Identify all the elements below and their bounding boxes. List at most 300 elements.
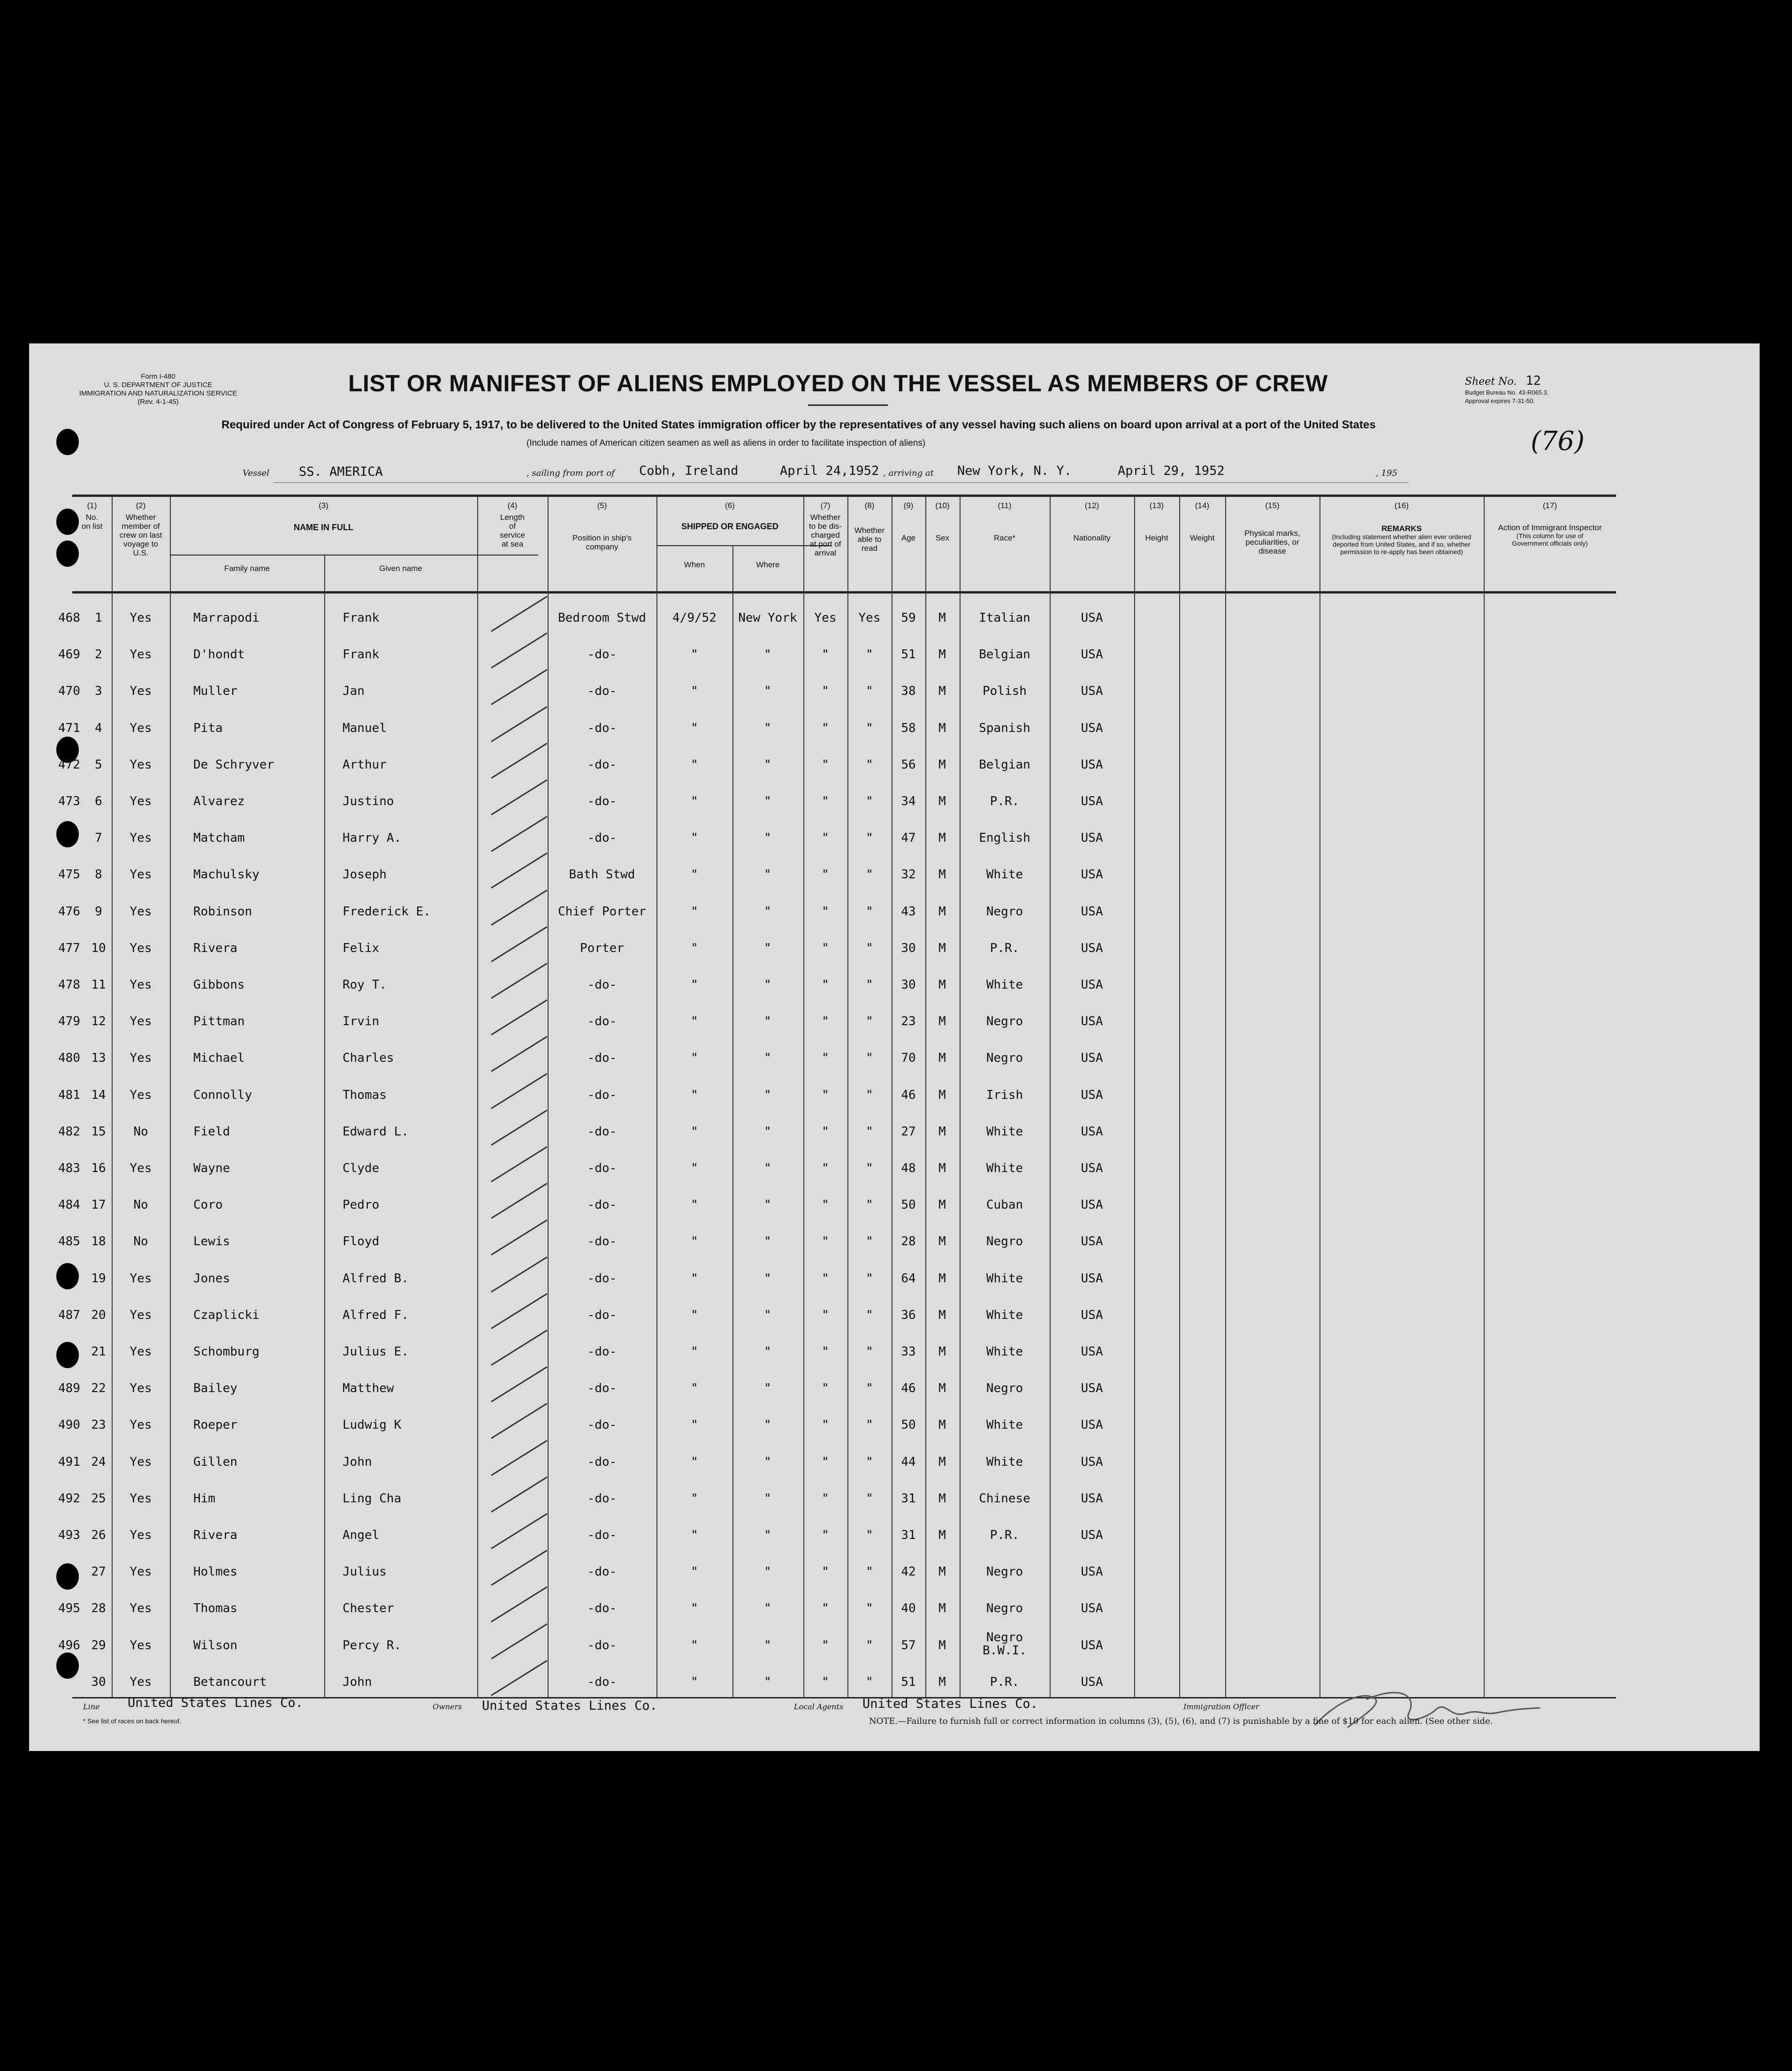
table-row (29, 675, 1760, 711)
col-3-header: (3) NAME IN FULL (294, 501, 353, 532)
position: -do- (587, 1271, 617, 1286)
list-number: 24 (91, 1454, 106, 1469)
discharged: " (822, 1234, 829, 1249)
given-name: Angel (343, 1528, 380, 1542)
race: White (986, 1271, 1023, 1286)
nationality: USA (1081, 1601, 1103, 1616)
nationality: USA (1081, 1271, 1103, 1286)
able-to-read: " (866, 1491, 873, 1506)
date-from: April 24,1952 (780, 464, 879, 478)
position: -do- (587, 978, 617, 992)
sex: M (938, 1638, 946, 1652)
nationality: USA (1081, 647, 1103, 662)
able-to-read: " (866, 647, 873, 662)
col-10-header: (10) Sex (935, 501, 950, 542)
ref-number: 475 (58, 868, 80, 882)
service-tick-mark (491, 1623, 547, 1660)
family-name: Gibbons (193, 978, 245, 992)
service-tick-mark (491, 1660, 547, 1696)
list-number: 25 (91, 1491, 106, 1506)
date-to: April 29, 1952 (1118, 464, 1225, 478)
prior-voyage: Yes (130, 1454, 152, 1469)
officer-signature (1296, 1681, 1559, 1742)
prior-voyage: No (133, 1234, 148, 1249)
col-14-header: (14) Weight (1190, 501, 1215, 542)
given-name: Jan (343, 684, 365, 699)
sex: M (938, 868, 946, 882)
nationality: USA (1081, 1638, 1103, 1652)
sex: M (938, 1088, 946, 1102)
list-number: 2 (95, 647, 102, 662)
discharged: " (822, 1308, 829, 1322)
nationality: USA (1081, 904, 1103, 919)
prior-voyage: Yes (130, 1161, 152, 1175)
able-to-read: " (866, 1454, 873, 1469)
shipped-when: " (691, 1088, 698, 1102)
sex: M (938, 1198, 946, 1212)
shipped-where: " (764, 978, 771, 992)
shipped-where: " (764, 1601, 771, 1616)
age: 70 (901, 1051, 916, 1066)
prior-voyage: Yes (130, 757, 152, 772)
ref-number: 487 (58, 1308, 80, 1322)
discharged: " (822, 1675, 829, 1689)
race: Chinese (979, 1491, 1030, 1506)
given-name: Percy R. (343, 1638, 402, 1652)
family-name: Muller (193, 684, 237, 699)
list-number: 17 (91, 1198, 106, 1212)
discharged: " (822, 1601, 829, 1616)
position: -do- (587, 1675, 617, 1689)
service-tick-mark (491, 926, 547, 962)
shipped-when: 4/9/52 (672, 611, 717, 625)
shipped-when: " (691, 721, 698, 735)
nationality: USA (1081, 611, 1103, 625)
race: P.R. (990, 941, 1020, 955)
able-to-read: " (866, 1601, 873, 1616)
age: 43 (901, 904, 916, 919)
owners-label: Owners (433, 1702, 462, 1711)
table-row (29, 895, 1760, 932)
owners-value: United States Lines Co. (482, 1698, 657, 1713)
budget-block (1465, 388, 1549, 405)
list-number: 5 (95, 757, 102, 772)
position: -do- (587, 1565, 617, 1579)
family-name: D'hondt (193, 647, 245, 662)
discharged: " (822, 1638, 829, 1652)
shipped-where: " (764, 1528, 771, 1542)
table-row (29, 968, 1760, 1005)
nationality: USA (1081, 1345, 1103, 1359)
position: -do- (587, 1198, 617, 1212)
list-number: 14 (91, 1088, 106, 1102)
family-name: Wayne (193, 1161, 230, 1175)
nationality: USA (1081, 1198, 1103, 1212)
nationality: USA (1081, 868, 1103, 882)
ref-number: 491 (58, 1454, 80, 1469)
where-header: Where (756, 560, 780, 569)
prior-voyage: Yes (130, 1418, 152, 1432)
able-to-read: " (866, 1234, 873, 1249)
sex: M (938, 1124, 946, 1139)
col-7-header: (7) Whether to be dis-charged at port of arrival (809, 501, 842, 557)
family-name: Thomas (193, 1601, 237, 1616)
nationality: USA (1081, 1014, 1103, 1029)
able-to-read: " (866, 794, 873, 808)
race: Cuban (986, 1198, 1023, 1212)
shipped-when: " (691, 868, 698, 882)
shipped-where: " (764, 1014, 771, 1029)
given-name: Matthew (343, 1381, 394, 1396)
col-1-header: (1) No. on list (81, 501, 103, 531)
shipped-when: " (691, 1638, 698, 1652)
discharged: " (822, 1051, 829, 1066)
shipped-when: " (691, 1565, 698, 1579)
col-13-header: (13) Height (1145, 501, 1168, 542)
shipped-when: " (691, 1234, 698, 1249)
service-tick-mark (491, 669, 547, 705)
sex: M (938, 831, 946, 845)
agents-value: United States Lines Co. (862, 1697, 1038, 1711)
discharged: " (822, 1528, 829, 1542)
department: U. S. DEPARTMENT OF JUSTICE (104, 381, 213, 389)
col-11-header: (11) Race* (993, 501, 1016, 542)
position: -do- (587, 757, 617, 772)
service-tick-mark (491, 1219, 547, 1256)
ref-number: 484 (58, 1198, 80, 1212)
given-name: Irvin (343, 1014, 380, 1029)
family-name: Wilson (193, 1638, 237, 1652)
races-note: * See list of races on back hereof. (83, 1717, 182, 1725)
line-label: Line (83, 1702, 100, 1711)
shipped-where: " (764, 1418, 771, 1432)
shipped-when: " (691, 1308, 698, 1322)
prior-voyage: Yes (130, 941, 152, 955)
table-row (29, 602, 1760, 638)
sheet-number: 12 (1525, 373, 1541, 388)
shipped-when: " (691, 831, 698, 845)
given-name: Ludwig K (343, 1418, 402, 1432)
ref-number: 485 (58, 1234, 80, 1249)
prior-voyage: Yes (130, 1308, 152, 1322)
position: -do- (587, 794, 617, 808)
race: White (986, 1124, 1023, 1139)
shipped-when: " (691, 978, 698, 992)
col-6-header: (6) SHIPPED OR ENGAGED (681, 501, 779, 531)
list-number: 20 (91, 1308, 106, 1322)
nationality: USA (1081, 1381, 1103, 1396)
given-name: Roy T. (343, 978, 387, 992)
col-16-header: (16) REMARKS (Including statement whether alien ever ordered deported from United States, and if so, whether permission to re-apply has been obtained) (1332, 501, 1472, 556)
sex: M (938, 1454, 946, 1469)
service-tick-mark (491, 1477, 547, 1513)
race: White (986, 1345, 1023, 1359)
nationality: USA (1081, 1418, 1103, 1432)
service-tick-mark (491, 1146, 547, 1182)
prior-voyage: Yes (130, 1014, 152, 1029)
age: 40 (901, 1601, 916, 1616)
table-row (29, 748, 1760, 785)
act-statement: Required under Act of Congress of February 5, 1917, to be delivered to the United States immigration officer by the representatives of any vessel having such aliens on board upon arrival at a port of the United States (221, 419, 1376, 431)
discharged: " (822, 1491, 829, 1506)
nationality: USA (1081, 978, 1103, 992)
given-name: Arthur (343, 757, 387, 772)
table-row (29, 1409, 1760, 1445)
shipped-where: " (764, 1675, 771, 1689)
list-number: 8 (95, 868, 102, 882)
include-note: (Include names of American citizen seamen as well as aliens in order to facilitate inspection of aliens) (526, 438, 926, 448)
list-number: 18 (91, 1234, 106, 1249)
shipped-when: " (691, 794, 698, 808)
sex: M (938, 1308, 946, 1322)
list-number: 30 (91, 1675, 106, 1689)
family-name: Marrapodi (193, 611, 259, 625)
shipped-where: " (764, 684, 771, 699)
list-number: 27 (91, 1565, 106, 1579)
table-row (29, 1115, 1760, 1152)
service-tick-mark (491, 706, 547, 742)
year-suffix: , 195 (1376, 468, 1397, 478)
service-tick-mark (491, 1366, 547, 1402)
sex: M (938, 647, 946, 662)
race: Italian (979, 611, 1030, 625)
list-number: 12 (91, 1014, 106, 1029)
table-row (29, 785, 1760, 822)
ref-number: 471 (58, 721, 80, 735)
position: Porter (580, 941, 624, 955)
nationality: USA (1081, 1491, 1103, 1506)
budget-number: Budget Bureau No. 43-R065.3. (1465, 389, 1549, 396)
age: 32 (901, 868, 916, 882)
able-to-read: " (866, 1124, 873, 1139)
list-number: 9 (95, 904, 102, 919)
sex: M (938, 1565, 946, 1579)
sex: M (938, 611, 946, 625)
discharged: " (822, 757, 829, 772)
col-8-header: (8) Whether able to read (854, 501, 885, 553)
sex: M (938, 794, 946, 808)
discharged: " (822, 868, 829, 882)
shipped-where: " (764, 868, 771, 882)
given-name: John (343, 1675, 372, 1689)
ref-number: 492 (58, 1491, 80, 1506)
prior-voyage: Yes (130, 904, 152, 919)
discharged: " (822, 1345, 829, 1359)
approval-expiry: Approval expires 7-31-50. (1465, 397, 1535, 404)
vessel-name: SS. AMERICA (299, 464, 383, 479)
able-to-read: " (866, 721, 873, 735)
sheet-label: Sheet No. (1465, 376, 1517, 388)
shipped-where: " (764, 1234, 771, 1249)
position: -do- (587, 831, 617, 845)
age: 59 (901, 611, 916, 625)
able-to-read: " (866, 757, 873, 772)
prior-voyage: Yes (130, 831, 152, 845)
age: 58 (901, 721, 916, 735)
form-id-block (74, 373, 243, 406)
shipped-where: New York (738, 611, 797, 625)
table-row (29, 1519, 1760, 1555)
ref-number: 469 (58, 647, 80, 662)
service-tick-mark (491, 1256, 547, 1293)
prior-voyage: Yes (130, 1638, 152, 1652)
service-tick-mark (491, 1183, 547, 1219)
table-row (29, 1188, 1760, 1225)
family-name: Betancourt (193, 1675, 267, 1689)
discharged: " (822, 941, 829, 955)
nationality: USA (1081, 1051, 1103, 1066)
service-tick-mark (491, 853, 547, 889)
prior-voyage: Yes (130, 1565, 152, 1579)
family-name: Coro (193, 1198, 223, 1212)
age: 50 (901, 1198, 916, 1212)
able-to-read: " (866, 1308, 873, 1322)
able-to-read: " (866, 868, 873, 882)
given-name: Frank (343, 647, 380, 662)
nationality: USA (1081, 1565, 1103, 1579)
list-number: 11 (91, 978, 106, 992)
shipped-when: " (691, 1014, 698, 1029)
race: Negro (986, 1381, 1023, 1396)
discharged: " (822, 721, 829, 735)
shipped-when: " (691, 1418, 698, 1432)
position: Bath Stwd (569, 868, 635, 882)
race: White (986, 1454, 1023, 1469)
shipped-where: " (764, 1161, 771, 1175)
age: 46 (901, 1088, 916, 1102)
position: -do- (587, 721, 617, 735)
service-tick-mark (491, 1403, 547, 1439)
service-tick-mark (491, 890, 547, 926)
age: 31 (901, 1528, 916, 1542)
race: White (986, 1418, 1023, 1432)
sex: M (938, 1528, 946, 1542)
position: -do- (587, 1014, 617, 1029)
given-name: Thomas (343, 1088, 387, 1102)
nationality: USA (1081, 1675, 1103, 1689)
table-row (29, 822, 1760, 858)
shipped-when: " (691, 941, 698, 955)
prior-voyage: Yes (130, 721, 152, 735)
prior-voyage: Yes (130, 1271, 152, 1286)
nationality: USA (1081, 1528, 1103, 1542)
shipped-when: " (691, 1124, 698, 1139)
nationality: USA (1081, 1234, 1103, 1249)
nationality: USA (1081, 1088, 1103, 1102)
list-number: 3 (95, 684, 102, 699)
position: -do- (587, 1528, 617, 1542)
shipped-where: " (764, 831, 771, 845)
family-name: Holmes (193, 1565, 237, 1579)
given-name: Justino (343, 794, 394, 808)
service: IMMIGRATION AND NATURALIZATION SERVICE (79, 389, 237, 397)
port-to: New York, N. Y. (957, 464, 1072, 478)
table-row (29, 1592, 1760, 1629)
family-name: Connolly (193, 1088, 252, 1102)
shipped-when: " (691, 1454, 698, 1469)
able-to-read: " (866, 1528, 873, 1542)
family-name: Rivera (193, 941, 237, 955)
position: -do- (587, 1088, 617, 1102)
table-row (29, 1079, 1760, 1115)
age: 33 (901, 1345, 916, 1359)
col-9-header: (9) Age (901, 501, 916, 542)
race: Negro (986, 1051, 1023, 1066)
prior-voyage: Yes (130, 1491, 152, 1506)
ref-number: 472 (58, 757, 80, 772)
manifest-sheet (29, 343, 1760, 1751)
discharged: " (822, 1271, 829, 1286)
age: 28 (901, 1234, 916, 1249)
list-number: 15 (91, 1124, 106, 1139)
able-to-read: " (866, 684, 873, 699)
family-name: Bailey (193, 1381, 237, 1396)
sex: M (938, 721, 946, 735)
ref-number: 477 (58, 941, 80, 955)
discharged: " (822, 1418, 829, 1432)
service-tick-mark (491, 632, 547, 669)
family-name: Roeper (193, 1418, 237, 1432)
shipped-where: " (764, 1381, 771, 1396)
prior-voyage: Yes (130, 611, 152, 625)
position: -do- (587, 1381, 617, 1396)
family-name: Rivera (193, 1528, 237, 1542)
table-row (29, 1555, 1760, 1592)
list-number: 26 (91, 1528, 106, 1542)
table-row (29, 1629, 1760, 1666)
penalty-note: NOTE.—Failure to furnish full or correct information in columns (3), (5), (6), and (7) is punishable by a fine of $10 for each alien. (See other side. (869, 1716, 1493, 1726)
shipped-when: " (691, 647, 698, 662)
position: -do- (587, 1161, 617, 1175)
race: Irish (986, 1088, 1023, 1102)
age: 30 (901, 978, 916, 992)
shipped-where: " (764, 1454, 771, 1469)
sex: M (938, 941, 946, 955)
given-name: Ling Cha (343, 1491, 402, 1506)
family-name: Pita (193, 721, 223, 735)
family-name: Robinson (193, 904, 252, 919)
given-name: Felix (343, 941, 380, 955)
table-row (29, 1482, 1760, 1519)
race: White (986, 868, 1023, 882)
shipped-where: " (764, 794, 771, 808)
col-15-header: (15) Physical marks, peculiarities, or disease (1244, 501, 1301, 556)
age: 48 (901, 1161, 916, 1175)
list-number: 22 (91, 1381, 106, 1396)
service-tick-mark (491, 1110, 547, 1146)
vessel-label: Vessel (243, 468, 269, 478)
sex: M (938, 1051, 946, 1066)
given-name: Edward L. (343, 1124, 409, 1139)
position: -do- (587, 1418, 617, 1432)
able-to-read: " (866, 1638, 873, 1652)
position: -do- (587, 647, 617, 662)
service-tick-mark (491, 816, 547, 852)
position: Bedroom Stwd (558, 611, 646, 625)
list-number: 21 (91, 1345, 106, 1359)
race: Spanish (979, 721, 1030, 735)
table-row (29, 1446, 1760, 1482)
list-number: 10 (91, 941, 106, 955)
able-to-read: " (866, 1198, 873, 1212)
prior-voyage: No (133, 1198, 148, 1212)
race: Negro B.W.I. (983, 1630, 1027, 1658)
nationality: USA (1081, 684, 1103, 699)
service-tick-mark (491, 743, 547, 779)
sex: M (938, 978, 946, 992)
family-name: Him (193, 1491, 215, 1506)
race: Negro (986, 1234, 1023, 1249)
